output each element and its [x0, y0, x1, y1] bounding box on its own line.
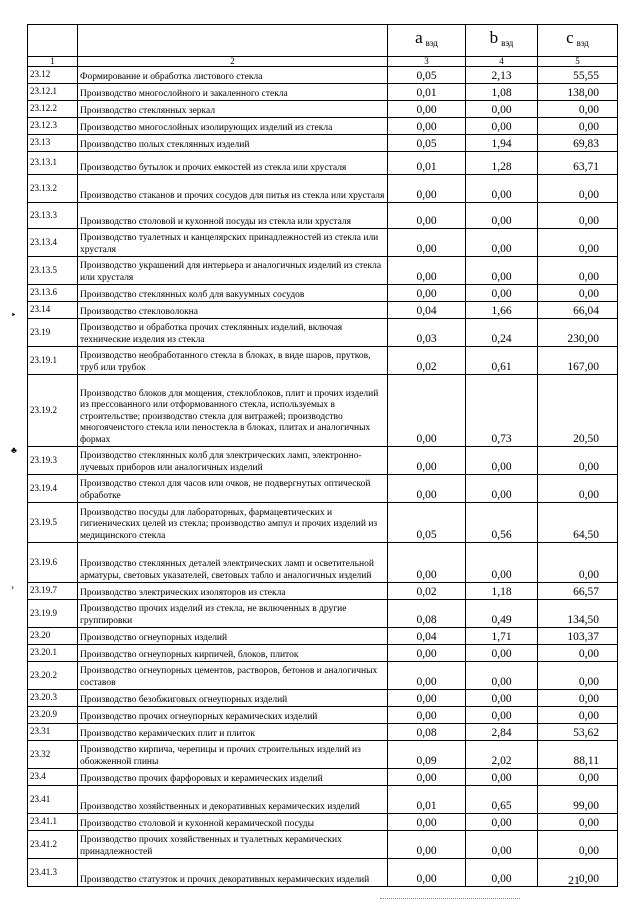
row-b-value: 1,18 [466, 583, 538, 600]
row-c-value: 20,50 [538, 375, 618, 447]
column-number-row [28, 57, 618, 67]
row-c-value: 167,00 [538, 347, 618, 375]
row-code: 23.19.1 [28, 347, 78, 375]
row-c-value: 0,00 [538, 229, 618, 257]
row-code: 23.19.4 [28, 475, 78, 503]
row-a-value: 0,08 [388, 600, 466, 628]
row-a-value: 0,01 [388, 152, 466, 175]
table-row [28, 690, 618, 707]
row-name: Производство стекловолокна [78, 302, 388, 319]
colnum-3: 3 [388, 57, 466, 67]
row-code: 23.41.1 [28, 814, 78, 831]
row-name: Производство украшений для интерьера и аналогичных изделий из стекла или хрусталя [78, 257, 388, 285]
table-row [28, 543, 618, 583]
row-name: Производство столовой и кухонной керамической посуды [78, 814, 388, 831]
row-b-value: 0,24 [466, 319, 538, 347]
row-c-value: 0,00 [538, 285, 618, 302]
table-row [28, 628, 618, 645]
table-row [28, 84, 618, 101]
row-c-value: 88,11 [538, 741, 618, 769]
row-name: Производство бутылок и прочих емкостей из стекла или хрусталя [78, 152, 388, 175]
row-name: Производство огнеупорных цементов, растворов, бетонов и аналогичных составов [78, 662, 388, 690]
row-name: Производство посуды для лабораторных, фармацевтических и гигиенических целей из стекла; производство ампул и прочих изделий из медицинского стекла [78, 503, 388, 543]
table-row [28, 152, 618, 175]
table-row [28, 101, 618, 118]
table-row [28, 859, 618, 887]
row-code: 23.20.2 [28, 662, 78, 690]
row-b-value: 0,00 [466, 118, 538, 135]
row-name: Производство керамических плит и плиток [78, 724, 388, 741]
margin-mark: ‣ [11, 310, 17, 320]
table-row [28, 203, 618, 229]
table-row [28, 600, 618, 628]
row-a-value: 0,02 [388, 583, 466, 600]
row-c-value: 0,00 [538, 645, 618, 662]
row-b-value: 0,00 [466, 543, 538, 583]
row-a-value: 0,02 [388, 347, 466, 375]
row-code: 23.19.5 [28, 503, 78, 543]
row-c-value: 63,71 [538, 152, 618, 175]
row-code: 23.20.3 [28, 690, 78, 707]
row-b-value: 0,00 [466, 229, 538, 257]
row-a-value: 0,01 [388, 786, 466, 814]
row-b-value: 0,65 [466, 786, 538, 814]
row-name: Производство кирпича, черепицы и прочих строительных изделий из обожженной глины [78, 741, 388, 769]
row-b-value: 1,66 [466, 302, 538, 319]
row-name: Производство стеклянных деталей электрических ламп и осветительной арматуры, световых указателей, световых табло и аналогичных изделий [78, 543, 388, 583]
row-a-value: 0,00 [388, 175, 466, 203]
row-name: Производство прочих изделий из стекла, не включенных в другие группировки [78, 600, 388, 628]
row-a-value: 0,00 [388, 229, 466, 257]
row-b-value: 0,00 [466, 475, 538, 503]
table-row [28, 447, 618, 475]
row-b-value: 1,08 [466, 84, 538, 101]
row-code: 23.13.2 [28, 175, 78, 203]
table-row [28, 175, 618, 203]
row-a-value: 0,04 [388, 628, 466, 645]
table-row [28, 831, 618, 859]
table-row [28, 257, 618, 285]
table-row [28, 347, 618, 375]
table-row [28, 285, 618, 302]
row-c-value: 103,37 [538, 628, 618, 645]
row-code: 23.41 [28, 786, 78, 814]
row-a-value: 0,00 [388, 769, 466, 786]
row-code: 23.19.6 [28, 543, 78, 583]
header-code-cell [28, 25, 78, 57]
row-name: Формирование и обработка листового стекла [78, 67, 388, 84]
row-c-value: 55,55 [538, 67, 618, 84]
row-a-value: 0,00 [388, 285, 466, 302]
table-row [28, 302, 618, 319]
row-a-value: 0,00 [388, 662, 466, 690]
row-c-value: 0,00 [538, 118, 618, 135]
row-name: Производство полых стеклянных изделий [78, 135, 388, 152]
row-name: Производство туалетных и канцелярских принадлежностей из стекла или хрусталя [78, 229, 388, 257]
row-c-value: 0,00 [538, 662, 618, 690]
row-c-value: 0,00 [538, 203, 618, 229]
row-b-value: 0,00 [466, 859, 538, 887]
row-code: 23.20 [28, 628, 78, 645]
row-a-value: 0,00 [388, 375, 466, 447]
row-c-value: 0,00 [538, 814, 618, 831]
page-number: 21 [568, 873, 580, 887]
row-b-value: 1,28 [466, 152, 538, 175]
row-code: 23.19.2 [28, 375, 78, 447]
table-row [28, 662, 618, 690]
table-row [28, 229, 618, 257]
row-code: 23.31 [28, 724, 78, 741]
row-name: Производство многослойного и закаленного стекла [78, 84, 388, 101]
row-code: 23.13.1 [28, 152, 78, 175]
row-c-value: 0,00 [538, 769, 618, 786]
row-code: 23.19.7 [28, 583, 78, 600]
row-code: 23.20.1 [28, 645, 78, 662]
margin-mark: ♣ [11, 445, 17, 455]
table-row [28, 645, 618, 662]
header-a-sub: вэд [425, 37, 438, 48]
row-a-value: 0,03 [388, 319, 466, 347]
row-b-value: 0,00 [466, 285, 538, 302]
row-name: Производство прочих хозяйственных и туалетных керамических принадлежностей [78, 831, 388, 859]
row-c-value: 138,00 [538, 84, 618, 101]
row-c-value: 0,00 [538, 707, 618, 724]
row-b-value: 0,00 [466, 447, 538, 475]
row-name: Производство многослойных изолирующих изделий из стекла [78, 118, 388, 135]
row-b-value: 0,00 [466, 645, 538, 662]
row-b-value: 2,13 [466, 67, 538, 84]
row-name: Производство огнеупорных кирпичей, блоков, плиток [78, 645, 388, 662]
margin-mark: › [11, 582, 14, 592]
row-b-value: 0,00 [466, 814, 538, 831]
row-code: 23.19 [28, 319, 78, 347]
row-c-value: 0,00 [538, 447, 618, 475]
row-code: 23.4 [28, 769, 78, 786]
table-row [28, 118, 618, 135]
table-row [28, 375, 618, 447]
row-name: Производство прочих огнеупорных керамических изделий [78, 707, 388, 724]
row-code: 23.32 [28, 741, 78, 769]
bottom-rule [380, 898, 520, 899]
row-code: 23.12.3 [28, 118, 78, 135]
row-name: Производство стеклянных зеркал [78, 101, 388, 118]
row-a-value: 0,00 [388, 814, 466, 831]
row-b-value: 0,00 [466, 690, 538, 707]
table-row [28, 583, 618, 600]
row-a-value: 0,00 [388, 447, 466, 475]
row-code: 23.12 [28, 67, 78, 84]
row-b-value: 0,00 [466, 707, 538, 724]
row-name: Производство стекол для часов или очков, не подвергнутых оптической обработке [78, 475, 388, 503]
row-a-value: 0,04 [388, 302, 466, 319]
header-a-cell [388, 25, 466, 57]
row-b-value: 1,71 [466, 628, 538, 645]
colnum-2: 2 [78, 57, 388, 67]
table-row [28, 503, 618, 543]
row-a-value: 0,00 [388, 203, 466, 229]
header-a-letter: a [415, 27, 423, 47]
table-row [28, 786, 618, 814]
row-b-value: 0,00 [466, 662, 538, 690]
row-b-value: 0,73 [466, 375, 538, 447]
row-b-value: 2,84 [466, 724, 538, 741]
header-b-cell [466, 25, 538, 57]
row-b-value: 0,61 [466, 347, 538, 375]
row-c-value: 66,04 [538, 302, 618, 319]
row-code: 23.13.6 [28, 285, 78, 302]
table-row [28, 769, 618, 786]
row-a-value: 0,00 [388, 475, 466, 503]
row-b-value: 0,00 [466, 101, 538, 118]
colnum-1: 1 [28, 57, 78, 67]
row-a-value: 0,00 [388, 543, 466, 583]
row-a-value: 0,00 [388, 831, 466, 859]
row-name: Производство столовой и кухонной посуды из стекла или хрусталя [78, 203, 388, 229]
row-name: Производство стаканов и прочих сосудов для питья из стекла или хрусталя [78, 175, 388, 203]
table-row [28, 814, 618, 831]
row-a-value: 0,08 [388, 724, 466, 741]
table-header-row [28, 25, 618, 57]
header-b-sub: вэд [501, 37, 514, 48]
table-row [28, 741, 618, 769]
row-code: 23.13.4 [28, 229, 78, 257]
row-a-value: 0,00 [388, 645, 466, 662]
row-a-value: 0,00 [388, 690, 466, 707]
row-b-value: 0,56 [466, 503, 538, 543]
row-c-value: 0,00 [538, 543, 618, 583]
row-c-value: 0,00 [538, 475, 618, 503]
table-row [28, 135, 618, 152]
row-a-value: 0,00 [388, 101, 466, 118]
row-c-value: 230,00 [538, 319, 618, 347]
row-c-value: 0,00 [538, 257, 618, 285]
row-c-value: 66,57 [538, 583, 618, 600]
table-row [28, 67, 618, 84]
row-a-value: 0,00 [388, 118, 466, 135]
row-code: 23.20.9 [28, 707, 78, 724]
row-name: Производство хозяйственных и декоративных керамических изделий [78, 786, 388, 814]
row-name: Производство и обработка прочих стеклянных изделий, включая технические изделия из стекла [78, 319, 388, 347]
row-c-value: 0,00 [538, 175, 618, 203]
row-a-value: 0,05 [388, 503, 466, 543]
row-name: Производство электрических изоляторов из стекла [78, 583, 388, 600]
row-code: 23.12.2 [28, 101, 78, 118]
row-a-value: 0,00 [388, 859, 466, 887]
colnum-5: 5 [538, 57, 618, 67]
row-code: 23.19.9 [28, 600, 78, 628]
data-table [27, 24, 618, 887]
row-c-value: 53,62 [538, 724, 618, 741]
row-b-value: 0,00 [466, 257, 538, 285]
row-b-value: 0,00 [466, 769, 538, 786]
row-code: 23.19.3 [28, 447, 78, 475]
colnum-4: 4 [466, 57, 538, 67]
header-name-cell [78, 25, 388, 57]
row-c-value: 0,00 [538, 101, 618, 118]
table-row [28, 319, 618, 347]
row-c-value: 64,50 [538, 503, 618, 543]
row-code: 23.41.3 [28, 859, 78, 887]
row-c-value: 134,50 [538, 600, 618, 628]
header-b-letter: b [489, 27, 499, 47]
row-c-value: 0,00 [538, 690, 618, 707]
header-c-cell [538, 25, 618, 57]
row-a-value: 0,01 [388, 84, 466, 101]
row-b-value: 2,02 [466, 741, 538, 769]
row-name: Производство безобжиговых огнеупорных изделий [78, 690, 388, 707]
row-code: 23.14 [28, 302, 78, 319]
row-a-value: 0,00 [388, 707, 466, 724]
row-name: Производство прочих фарфоровых и керамических изделий [78, 769, 388, 786]
row-a-value: 0,05 [388, 135, 466, 152]
row-b-value: 0,00 [466, 203, 538, 229]
table-row [28, 724, 618, 741]
row-code: 23.13.3 [28, 203, 78, 229]
row-name: Производство блоков для мощения, стеклоблоков, плит и прочих изделий из прессованного или отформованного стекла, используемых в строительстве; производство стекла для витражей; производство многоячеистого стекла или пеностекла в блоках, плитах и аналогичных формах [78, 375, 388, 447]
row-name: Производство стеклянных колб для электрических ламп, электронно-лучевых приборов или аналогичных изделий [78, 447, 388, 475]
table-row [28, 475, 618, 503]
row-code: 23.41.2 [28, 831, 78, 859]
row-b-value: 0,49 [466, 600, 538, 628]
header-c-letter: c [566, 27, 574, 47]
row-b-value: 0,00 [466, 175, 538, 203]
row-b-value: 0,00 [466, 831, 538, 859]
row-name: Производство статуэток и прочих декоративных керамических изделий [78, 859, 388, 887]
row-c-value: 69,83 [538, 135, 618, 152]
table-row [28, 707, 618, 724]
row-a-value: 0,05 [388, 67, 466, 84]
header-c-sub: вэд [576, 37, 589, 48]
row-a-value: 0,09 [388, 741, 466, 769]
row-b-value: 1,94 [466, 135, 538, 152]
row-code: 23.13.5 [28, 257, 78, 285]
row-c-value: 0,00 [538, 859, 618, 887]
row-a-value: 0,00 [388, 257, 466, 285]
row-c-value: 99,00 [538, 786, 618, 814]
row-c-value: 0,00 [538, 831, 618, 859]
row-code: 23.13 [28, 135, 78, 152]
row-code: 23.12.1 [28, 84, 78, 101]
row-name: Производство необработанного стекла в блоках, в виде шаров, прутков, труб или трубок [78, 347, 388, 375]
row-name: Производство стеклянных колб для вакуумных сосудов [78, 285, 388, 302]
row-name: Производство огнеупорных изделий [78, 628, 388, 645]
